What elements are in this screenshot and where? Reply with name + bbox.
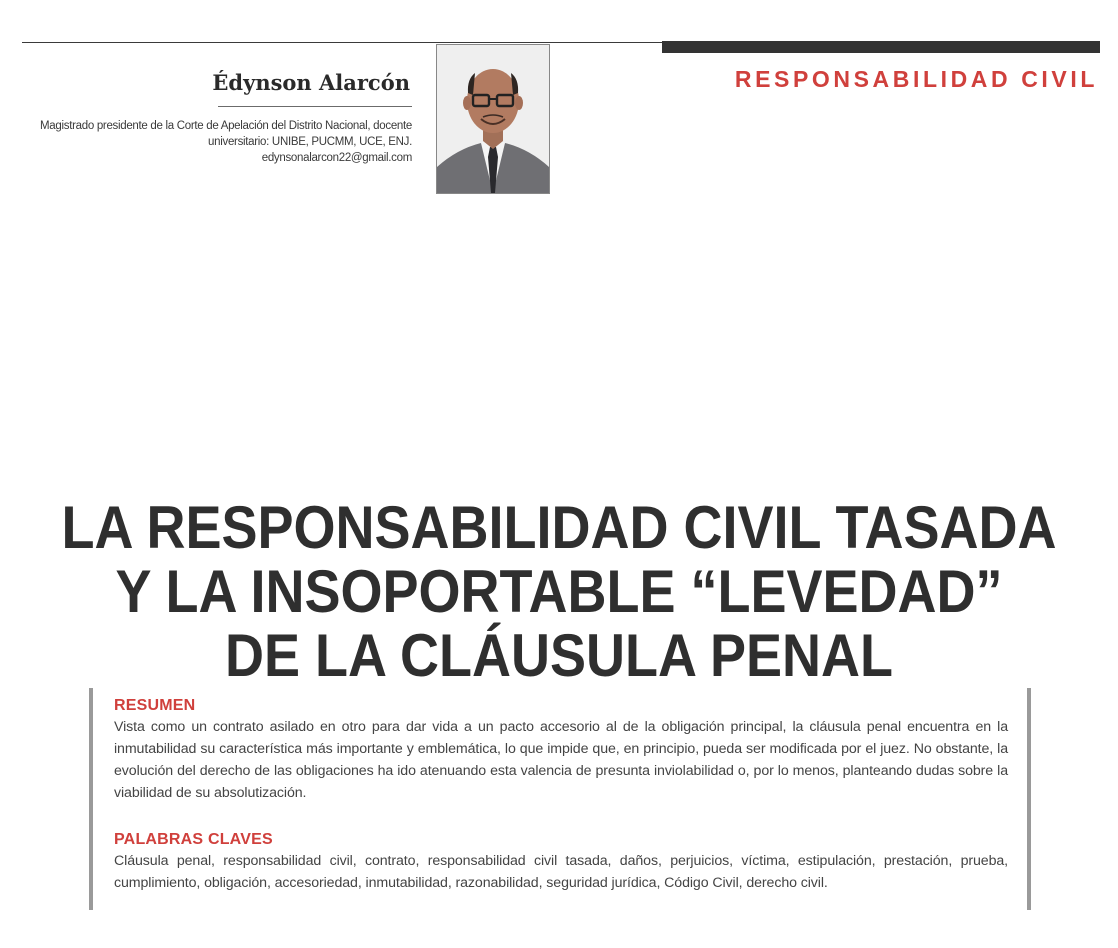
keywords-text: Cláusula penal, responsabilidad civil, contrato, responsabilidad civil tasada, daños, perjuicios, víctima, estipulación, prestación, prueba, cumplimiento, obligación, accesoriedad, inmutabilidad, razonabilidad, seguridad jurídica, Código Civil, derecho civil. [114,853,1008,891]
abstract-border-right [1027,688,1031,910]
abstract-heading: RESUMEN [114,697,196,714]
author-bio-line: Magistrado presidente de la Corte de Apelación del Distrito Nacional, docente [40,120,412,132]
author-email: edynsonalarcon22@gmail.com [261,152,412,164]
article-title-line: Y LA INSOPORTABLE “LEVEDAD” [115,558,1003,626]
article-title [56,496,1062,688]
article-title-line: DE LA CLÁUSULA PENAL [225,622,893,690]
author-name: Édynson Alarcón [212,70,410,95]
header-rule-thick [662,41,1100,53]
header-rule-thin [22,42,662,43]
author-bio [0,118,412,166]
abstract-text: Vista como un contrato asilado en otro para dar vida a un pacto accesorio al de la obligación principal, la cláusula penal encuentra en la inmutabilidad su característica más importante y emblemática, lo que impide que, en principio, pueda ser modificada por el juez. No obstante, la evolución del derecho de las obligaciones ha ido atenuando esta valencia de presunta inviolabilidad o, por lo menos, planteando dudas sobre la viabilidad de su absolutización. [114,719,1008,801]
author-divider [218,106,412,107]
abstract-box [114,696,1008,894]
author-portrait-icon [436,44,550,194]
section-label: RESPONSABILIDAD CIVIL [734,66,1098,92]
abstract-border-left [89,688,93,910]
article-title-line: LA RESPONSABILIDAD CIVIL TASADA [61,494,1057,562]
author-bio-line: universitario: UNIBE, PUCMM, UCE, ENJ. [208,136,412,148]
keywords-heading: PALABRAS CLAVES [114,831,273,848]
